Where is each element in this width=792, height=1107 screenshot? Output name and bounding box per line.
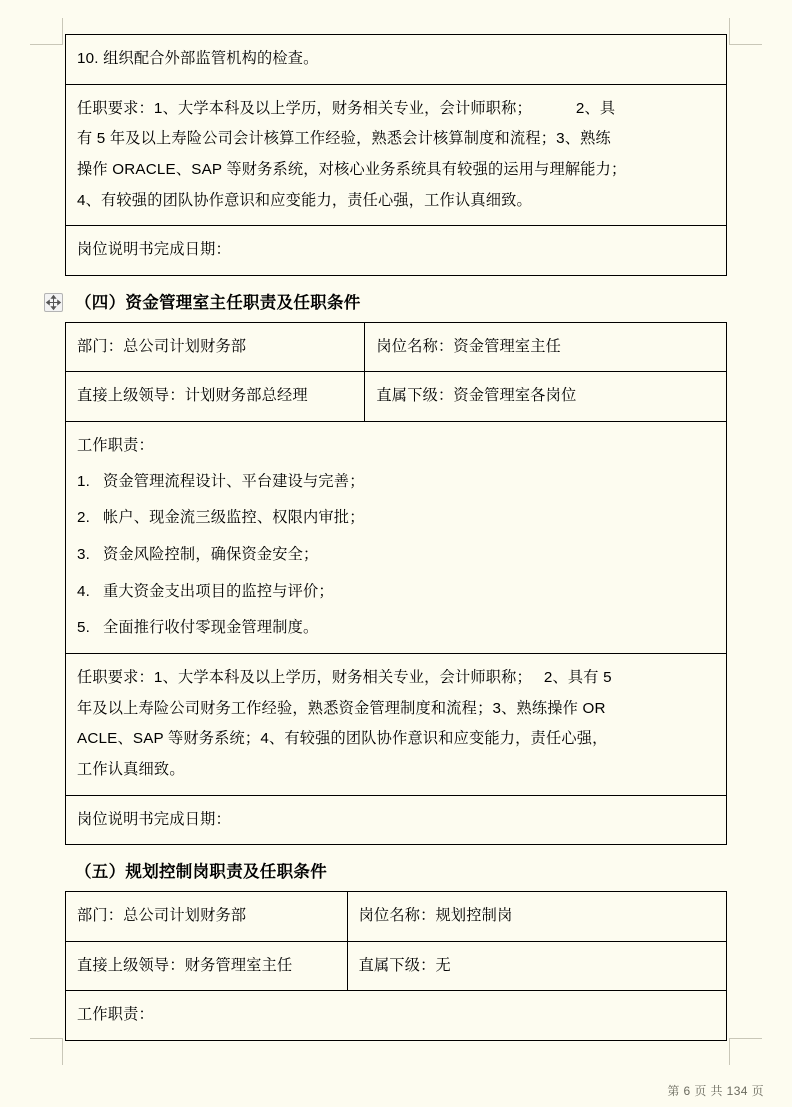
duties-heading: 工作职责： [77, 437, 154, 455]
crop-mark-bottom-right [729, 1038, 762, 1065]
section-heading-five-text: （五）规划控制岗职责及任职条件 [75, 863, 327, 882]
table-row [66, 372, 727, 422]
table-row [66, 322, 727, 372]
requirements-cell [66, 84, 727, 226]
list-item-text: 重大资金支出项目的监控与评价； [103, 582, 334, 600]
table-row [66, 795, 727, 845]
table-row [66, 941, 727, 991]
supervisor-cell [66, 941, 348, 991]
supervisor-text: 直接上级领导：财务管理室主任 [77, 956, 293, 974]
supervisor-text: 直接上级领导：计划财务部总经理 [77, 387, 308, 405]
list-item [77, 540, 715, 570]
list-item-number: 4. [77, 582, 91, 600]
list-item-text: 帐户、现金流三级监控、权限内审批； [103, 509, 365, 527]
requirements-line-1a: 任职要求：1、大学本科及以上学历，财务相关专业，会计师职称； [77, 668, 532, 686]
requirements-line-4: 4、有较强的团队协作意识和应变能力，责任心强，工作认真细致。 [77, 191, 532, 209]
table-section-five [65, 891, 727, 1041]
requirements-line-3: 操作 ORACLE、SAP 等财务系统，对核心业务系统具有较强的运用与理解能力； [77, 160, 627, 178]
duties-list [77, 467, 715, 643]
position-name-text: 岗位名称：规划控制岗 [358, 907, 513, 925]
table-section-four [65, 322, 727, 845]
section-heading-four [75, 289, 727, 313]
requirements-line-1a: 任职要求：1、大学本科及以上学历，财务相关专业，会计师职称； [77, 99, 532, 117]
department-cell [66, 322, 365, 372]
requirements-line-1b: 2、具 [575, 99, 616, 117]
table-row [66, 35, 727, 85]
position-name-cell [347, 892, 726, 942]
table-row [66, 653, 727, 795]
duties-heading: 工作职责： [77, 1006, 154, 1024]
table-row [66, 226, 727, 276]
table-row [66, 892, 727, 942]
duty-item-10-text: 10. 组织配合外部监管机构的检查。 [77, 50, 319, 67]
requirements-line-1b: 2、具有 5 [543, 668, 612, 686]
table-row [66, 991, 727, 1041]
list-item [77, 613, 715, 643]
list-item-number: 2. [77, 509, 91, 527]
document-body [65, 34, 727, 1041]
table-row [66, 422, 727, 654]
crop-mark-top-left [30, 18, 63, 45]
list-item-text: 资金风险控制，确保资金安全； [103, 546, 319, 564]
completion-date-label: 岗位说明书完成日期： [77, 241, 231, 259]
page-footer [667, 1082, 764, 1099]
move-four-arrows-icon[interactable] [44, 293, 63, 312]
table-row [66, 84, 727, 226]
requirements-cell [66, 653, 727, 795]
list-item-number: 5. [77, 619, 91, 637]
list-item-text: 全面推行收付零现金管理制度。 [103, 619, 319, 637]
department-text: 部门：总公司计划财务部 [77, 337, 247, 355]
list-item [77, 503, 715, 533]
position-name-text: 岗位名称：资金管理室主任 [376, 337, 562, 355]
requirements-line-1 [77, 663, 715, 693]
section-heading-five [75, 858, 727, 882]
subordinate-text: 直属下级：无 [358, 956, 451, 974]
requirements-line-2: 有 5 年及以上寿险公司会计核算工作经验，熟悉会计核算制度和流程；3、熟练 [77, 130, 611, 148]
list-item [77, 467, 715, 497]
section-heading-four-text: （四）资金管理室主任职责及任职条件 [75, 293, 361, 312]
page-number-text: 第 6 页 共 134 页 [667, 1084, 764, 1098]
subordinate-cell [347, 941, 726, 991]
supervisor-cell [66, 372, 365, 422]
list-item-text: 资金管理流程设计、平台建设与完善； [103, 472, 365, 490]
department-text: 部门：总公司计划财务部 [77, 907, 247, 925]
list-item [77, 577, 715, 607]
position-name-cell [365, 322, 727, 372]
requirements-line-4: 工作认真细致。 [77, 760, 185, 778]
subordinate-text: 直属下级：资金管理室各岗位 [376, 387, 577, 405]
department-cell [66, 892, 348, 942]
requirements-line-2: 年及以上寿险公司财务工作经验，熟悉资金管理制度和流程；3、熟练操作 OR [77, 699, 606, 717]
list-item-number: 1. [77, 472, 91, 490]
crop-mark-top-right [729, 18, 762, 45]
completion-date-cell [66, 795, 727, 845]
requirements-line-3: ACLE、SAP 等财务系统；4、有较强的团队协作意识和应变能力，责任心强， [77, 730, 608, 748]
completion-date-label: 岗位说明书完成日期： [77, 810, 231, 828]
crop-mark-bottom-left [30, 1038, 63, 1065]
subordinate-cell [365, 372, 727, 422]
list-item-number: 3. [77, 546, 91, 564]
duties-cell [66, 991, 727, 1041]
duties-cell [66, 422, 727, 654]
duty-item-10-cell [66, 35, 727, 85]
table-previous-section [65, 34, 727, 276]
requirements-line-1 [77, 94, 715, 124]
completion-date-cell [66, 226, 727, 276]
